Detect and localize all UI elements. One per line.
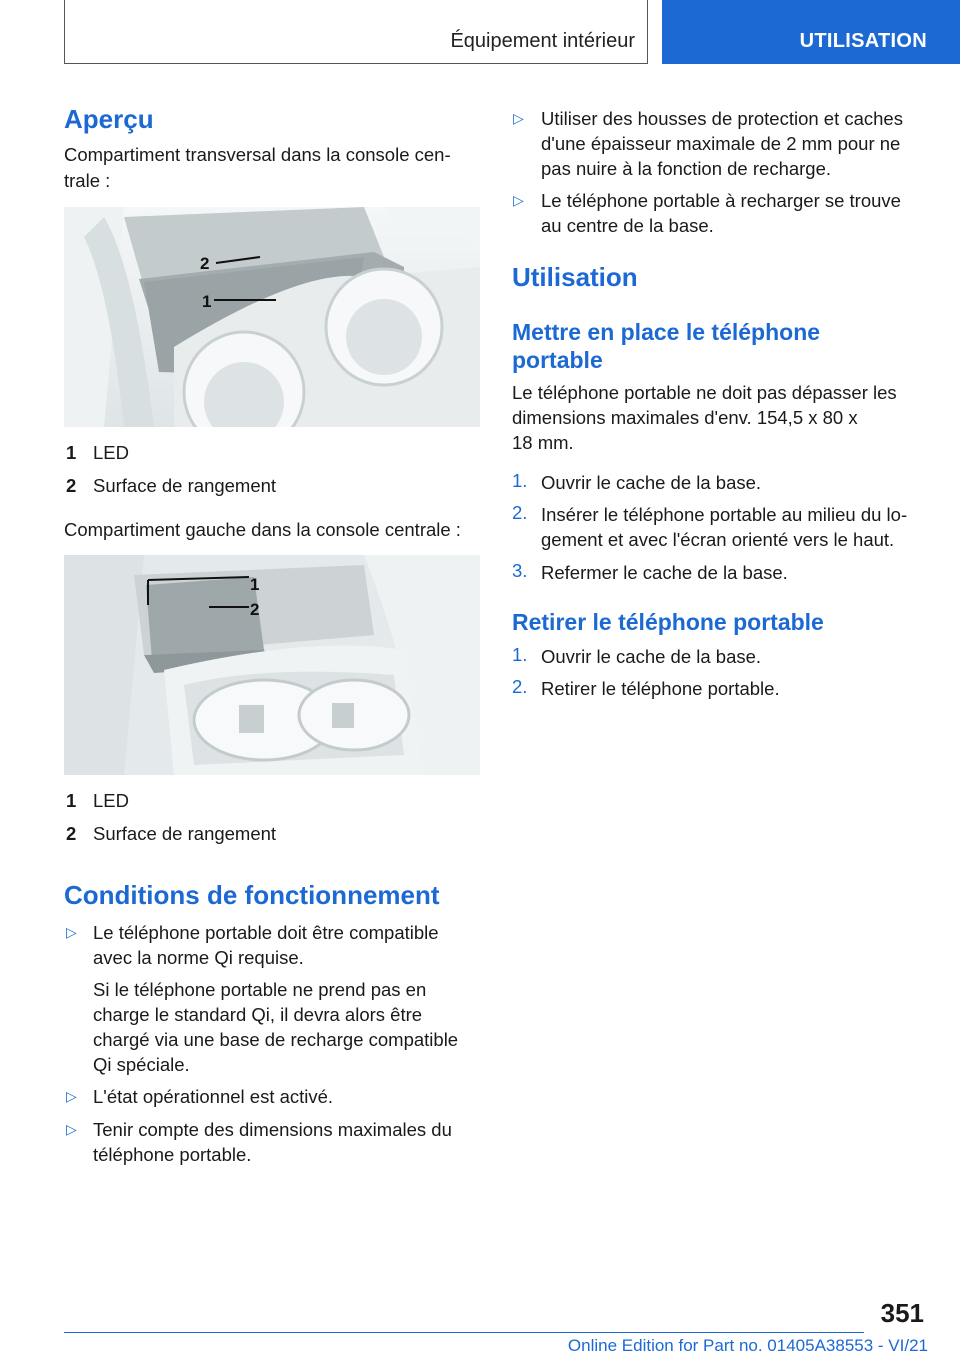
footer-edition: Online Edition for Part no. 01405A38553 - VI/21: [567, 1336, 928, 1355]
footer-divider: [64, 1332, 864, 1333]
bullet1-l1: Le téléphone portable doit être compatible: [93, 922, 439, 943]
legend1-text-2: Surface de rangement: [93, 475, 277, 496]
step-text: Retirer le téléphone portable.: [541, 678, 780, 699]
callout-2: 2: [250, 600, 260, 619]
chapter-tab: [662, 0, 960, 64]
bullet-triangle-icon: ▷: [66, 924, 77, 940]
figure-left-compartment: [64, 555, 480, 775]
bullet1-l2: avec la norme Qi requise.: [93, 947, 304, 968]
bullet1-para-l4: Qi spéciale.: [93, 1054, 190, 1075]
step-number: 2.: [512, 502, 528, 523]
heading-place-phone-l1: Mettre en place le téléphone: [512, 319, 821, 345]
bullet-triangle-icon: ▷: [66, 1121, 77, 1137]
intro-text-1a: Compartiment transversal dans la console cen-: [64, 144, 451, 165]
step-text: Ouvrir le cache de la base.: [541, 646, 762, 667]
bullet-triangle-icon: ▷: [513, 192, 524, 208]
heading-utilisation: Utilisation: [512, 262, 638, 292]
heading-remove-phone: Retirer le téléphone portable: [512, 609, 824, 635]
legend2-text-1: LED: [93, 790, 129, 811]
heading-conditions: Conditions de fonctionnement: [64, 880, 440, 910]
bullet4-l3: pas nuire à la fonction de recharge.: [541, 158, 832, 179]
bullet3-l2: téléphone portable.: [93, 1144, 252, 1165]
heading-place-phone-l2: portable: [512, 347, 603, 373]
intro-text-2: Compartiment gauche dans la console centrale :: [64, 519, 461, 540]
legend2-num-2: 2: [66, 823, 77, 844]
bullet2: L'état opérationnel est activé.: [93, 1086, 334, 1107]
legend2-text-2: Surface de rangement: [93, 823, 277, 844]
step-text: Refermer le cache de la base.: [541, 562, 788, 583]
bullet1-para-l1: Si le téléphone portable ne prend pas en: [93, 979, 427, 1000]
callout-2: 2: [200, 254, 210, 273]
legend1-num-1: 1: [66, 442, 77, 463]
place-para-l3: 18 mm.: [512, 432, 574, 453]
running-header-box: [64, 0, 648, 64]
bullet5-l2: au centre de la base.: [541, 215, 714, 236]
step-number: 1.: [512, 644, 528, 665]
step-number: 2.: [512, 676, 528, 697]
step-number: 1.: [512, 470, 528, 491]
bullet1-para-l2: charge le standard Qi, il devra alors être: [93, 1004, 423, 1025]
bullet-triangle-icon: ▷: [513, 110, 524, 126]
step-text: Insérer le téléphone portable au milieu du lo-: [541, 504, 908, 525]
callout-1: 1: [250, 575, 260, 594]
step-text-cont: gement et avec l'écran orienté vers le haut.: [541, 529, 895, 550]
step-number: 3.: [512, 560, 528, 581]
intro-text-1b: trale :: [64, 170, 111, 191]
callout-1: 1: [202, 292, 212, 311]
legend1-num-2: 2: [66, 475, 77, 496]
bullet-triangle-icon: ▷: [66, 1088, 77, 1104]
place-para-l2: dimensions maximales d'env. 154,5 x 80 x: [512, 407, 858, 428]
step-text: Ouvrir le cache de la base.: [541, 472, 762, 493]
bullet3-l1: Tenir compte des dimensions maximales du: [93, 1119, 452, 1140]
heading-apercu: Aperçu: [64, 104, 154, 134]
figure-transverse-compartment: [64, 207, 480, 427]
bullet5-l1: Le téléphone portable à recharger se trouve: [541, 190, 901, 211]
section-title: Équipement intérieur: [450, 30, 635, 52]
legend1-text-1: LED: [93, 442, 129, 463]
bullet4-l2: d'une épaisseur maximale de 2 mm pour ne: [541, 133, 901, 154]
bullet1-para-l3: chargé via une base de recharge compatible: [93, 1029, 459, 1050]
legend2-num-1: 1: [66, 790, 77, 811]
page-number: 351: [880, 1298, 924, 1328]
place-para-l1: Le téléphone portable ne doit pas dépasser les: [512, 382, 897, 403]
chapter-title: UTILISATION: [799, 30, 927, 52]
bullet4-l1: Utiliser des housses de protection et caches: [541, 108, 903, 129]
